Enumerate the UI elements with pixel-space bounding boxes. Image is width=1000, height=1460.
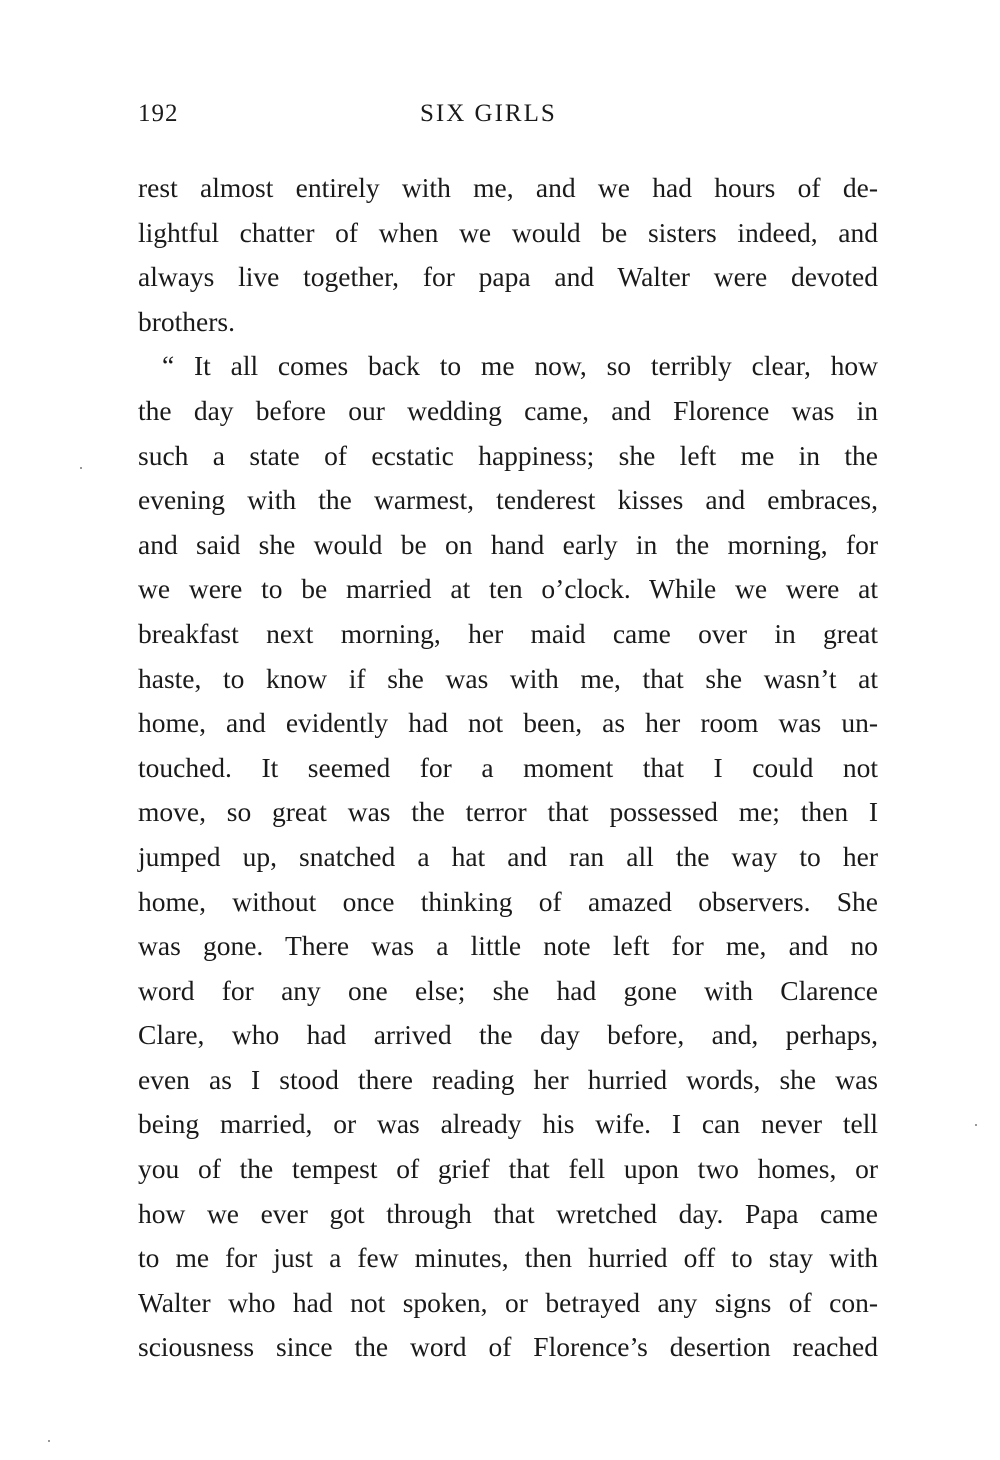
text-line: was gone. There was a little note left for me, and no xyxy=(138,930,878,962)
body-text xyxy=(138,166,878,1370)
scan-speck xyxy=(48,1440,50,1442)
text-line: Walter who had not spoken, or betrayed any signs of con- xyxy=(138,1286,878,1318)
text-line: how we ever got through that wretched day. Papa came xyxy=(138,1197,878,1229)
text-line: and said she would be on hand early in the morning, for xyxy=(138,528,878,560)
text-line: to me for just a few minutes, then hurried off to stay with xyxy=(138,1242,878,1274)
scan-speck xyxy=(975,1124,977,1126)
text-line: breakfast next morning, her maid came over in great xyxy=(138,617,878,649)
text-line: rest almost entirely with me, and we had hours of de- xyxy=(138,172,878,203)
text-line: being married, or was already his wife. I can never tell xyxy=(138,1108,878,1140)
text-line: word for any one else; she had gone with Clarence xyxy=(138,974,878,1006)
page-number: 192 xyxy=(138,100,179,127)
scan-speck xyxy=(80,467,82,469)
text-line: haste, to know if she was with me, that she wasn’t at xyxy=(138,662,878,694)
text-line: the day before our wedding came, and Florence was in xyxy=(138,394,878,426)
text-line: touched. It seemed for a moment that I could not xyxy=(138,751,878,783)
text-line: lightful chatter of when we would be sisters indeed, and xyxy=(138,216,878,248)
text-line: you of the tempest of grief that fell upon two homes, or xyxy=(138,1153,878,1185)
text-line: home, and evidently had not been, as her room was un- xyxy=(138,707,878,739)
text-line: home, without once thinking of amazed observers. She xyxy=(138,885,878,917)
text-line: brothers. xyxy=(138,305,235,337)
running-title: SIX GIRLS xyxy=(420,100,557,127)
text-line: such a state of ecstatic happiness; she left me in the xyxy=(138,439,878,471)
text-line: evening with the warmest, tenderest kisses and embraces, xyxy=(138,484,878,516)
text-line: even as I stood there reading her hurried words, she was xyxy=(138,1063,878,1095)
text-line: Clare, who had arrived the day before, and, perhaps, xyxy=(138,1019,878,1051)
text-line: “ It all comes back to me now, so terribly clear, how xyxy=(162,350,878,382)
text-line: move, so great was the terror that possessed me; then I xyxy=(138,796,878,828)
text-line: sciousness since the word of Florence’s desertion reached xyxy=(138,1331,878,1363)
running-head xyxy=(138,100,878,136)
text-line: always live together, for papa and Walter were devoted xyxy=(138,261,878,293)
text-line: jumped up, snatched a hat and ran all the way to her xyxy=(138,840,878,872)
text-line: we were to be married at ten o’clock. While we were at xyxy=(138,573,878,605)
